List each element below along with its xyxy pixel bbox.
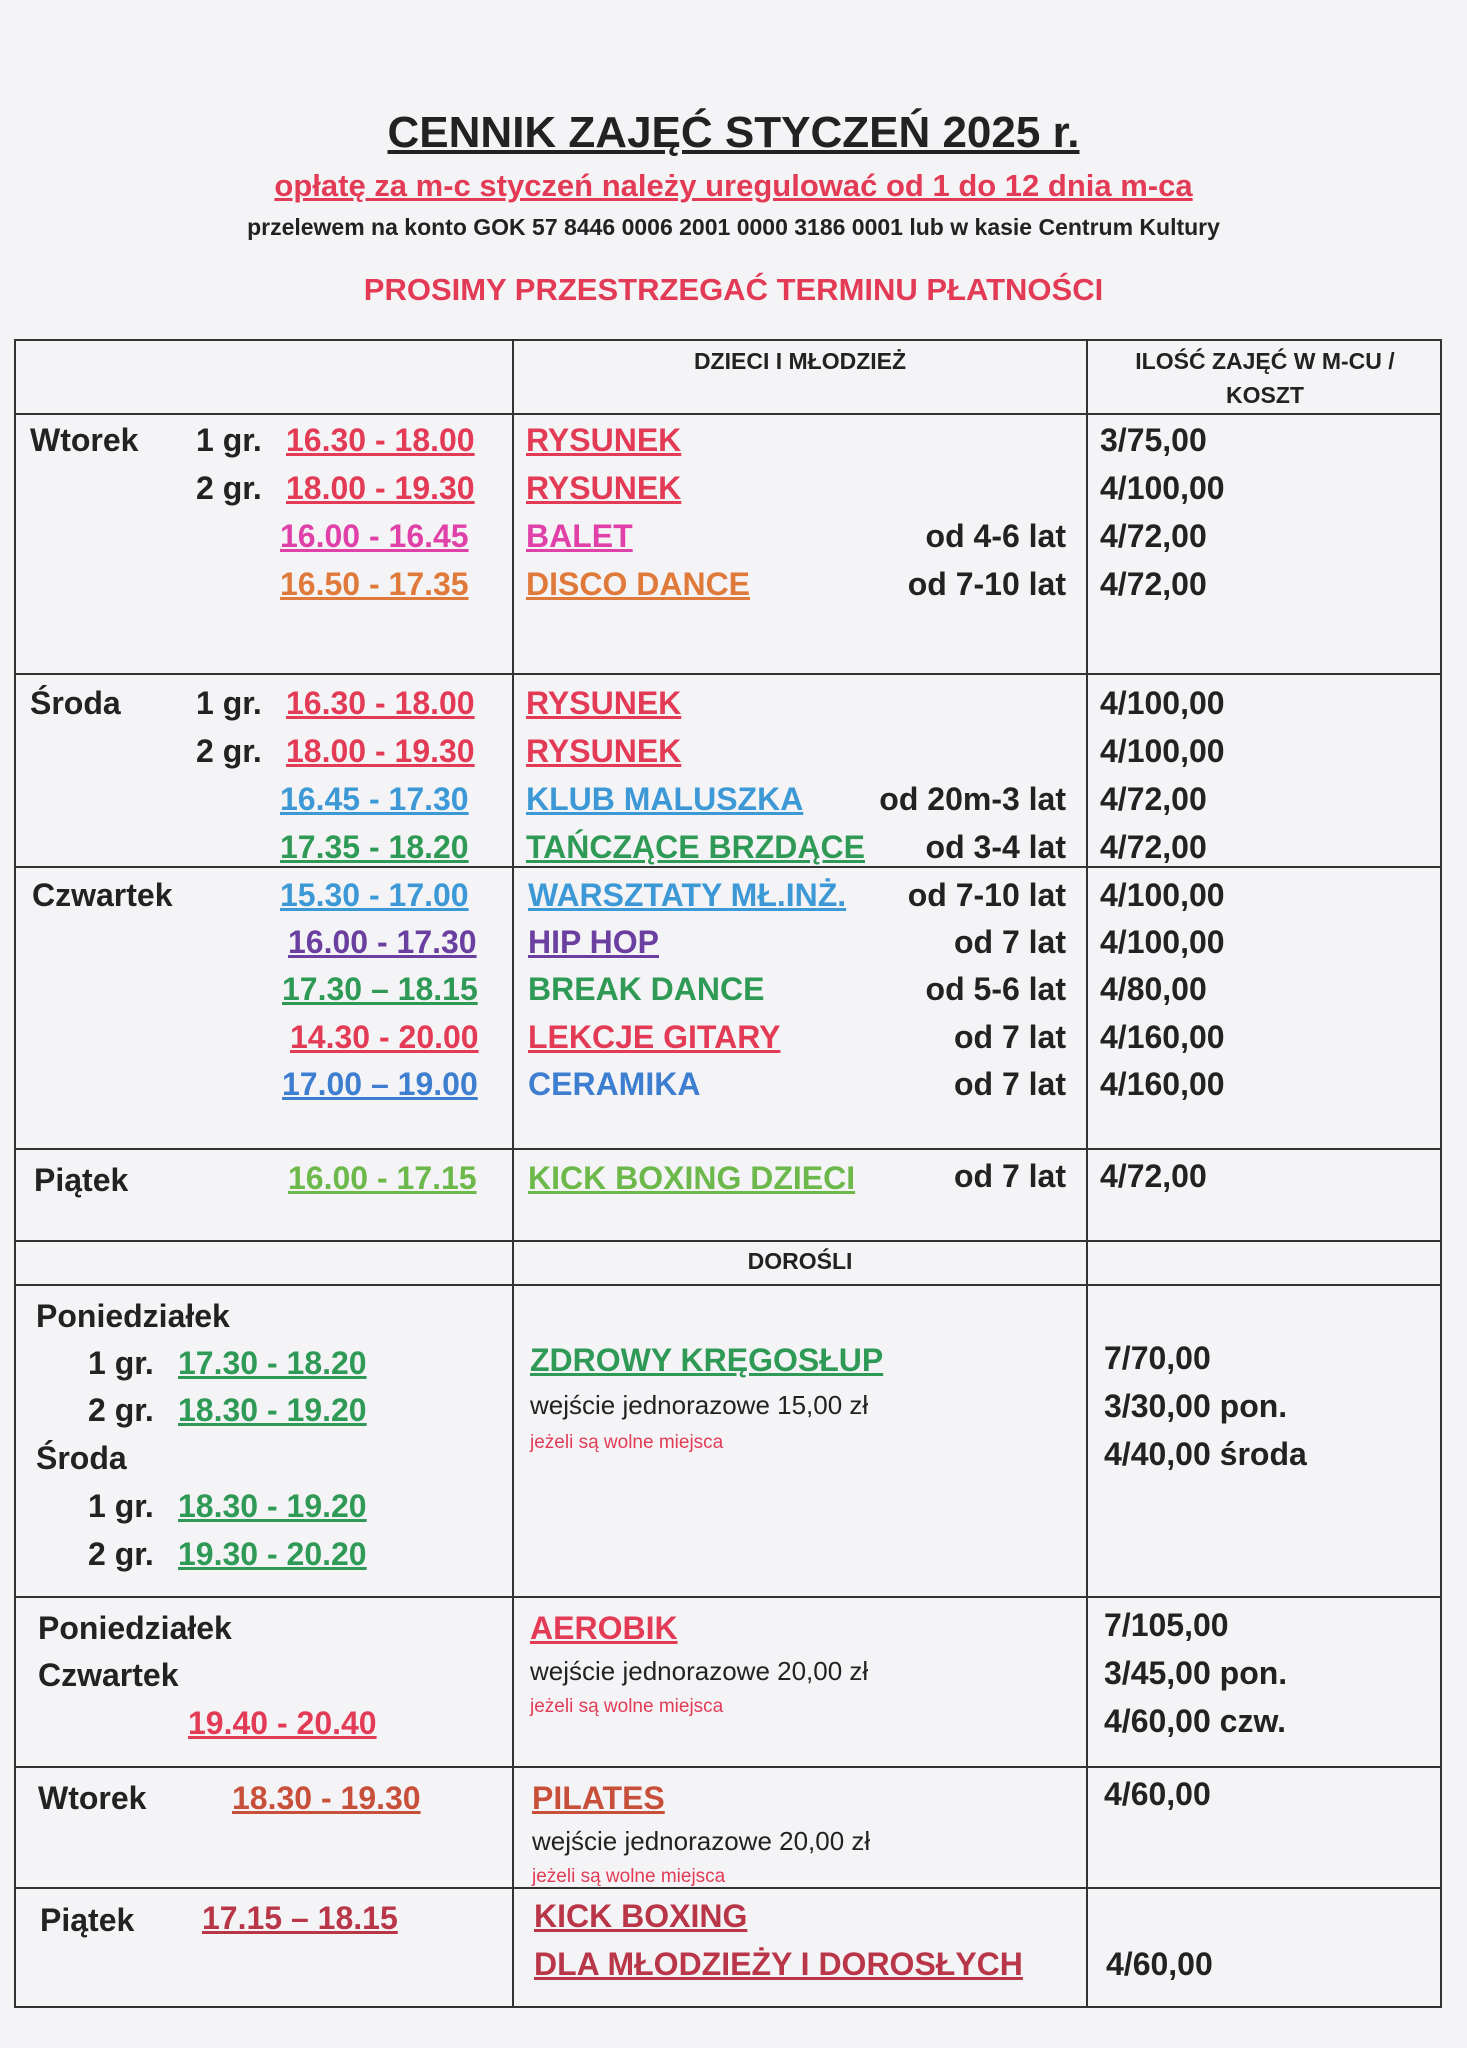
age-range: od 20m-3 lat: [879, 781, 1066, 817]
price: 4/40,00 środa: [1104, 1436, 1307, 1472]
age-range: od 7-10 lat: [907, 566, 1066, 602]
age-range: od 7-10 lat: [907, 877, 1066, 913]
day-label: Czwartek: [32, 877, 173, 913]
availability-note: jeżeli są wolne miejsca: [532, 1866, 726, 1887]
group-label: 2 gr.: [196, 470, 262, 506]
activity-name: HIP HOP: [528, 924, 659, 960]
day-label: Środa: [36, 1440, 127, 1476]
group-label: 1 gr.: [88, 1488, 154, 1524]
price: 4/160,00: [1100, 1019, 1225, 1055]
time-range: 17.35 - 18.20: [280, 829, 469, 865]
activity-name: BALET: [526, 518, 633, 554]
age-range: od 5-6 lat: [925, 971, 1066, 1007]
price: 4/72,00: [1100, 518, 1207, 554]
activity-name-line2: DLA MŁODZIEŻY I DOROSŁYCH: [534, 1946, 1023, 1982]
time-range: 18.00 - 19.30: [286, 470, 475, 506]
time-range: 15.30 - 17.00: [280, 877, 469, 913]
time-range: 18.30 - 19.20: [178, 1488, 367, 1524]
price: 4/60,00: [1106, 1946, 1213, 1982]
activity-name: TAŃCZĄCE BRZDĄCE: [526, 829, 865, 865]
price: 7/70,00: [1104, 1340, 1211, 1376]
age-range: od 7 lat: [953, 1019, 1066, 1055]
activity-name: DISCO DANCE: [526, 566, 751, 602]
activity-name: RYSUNEK: [526, 470, 682, 506]
day-label: Poniedziałek: [36, 1298, 230, 1334]
group-label: 1 gr.: [196, 422, 262, 458]
group-label: 2 gr.: [196, 733, 262, 769]
price: 4/72,00: [1100, 829, 1207, 865]
payment-deadline: opłatę za m-c styczeń należy uregulować od 1 do 12 dnia m-ca: [274, 168, 1193, 203]
payment-notice: PROSIMY PRZESTRZEGAĆ TERMINU PŁATNOŚCI: [363, 272, 1104, 307]
day-label: Poniedziałek: [38, 1610, 232, 1646]
group-label: 1 gr.: [88, 1345, 154, 1381]
time-range: 17.15 – 18.15: [202, 1900, 398, 1936]
price: 4/100,00: [1100, 470, 1225, 506]
time-range: 16.30 - 18.00: [286, 685, 475, 721]
activity-name: RYSUNEK: [526, 733, 682, 769]
time-range: 19.30 - 20.20: [178, 1536, 367, 1572]
day-label: Środa: [30, 685, 121, 721]
page-title: CENNIK ZAJĘĆ STYCZEŃ 2025 r.: [387, 108, 1080, 157]
time-range: 16.50 - 17.35: [280, 566, 469, 602]
time-range: 17.00 – 19.00: [282, 1066, 478, 1102]
price: 4/72,00: [1100, 566, 1207, 602]
day-label: Piątek: [40, 1902, 135, 1938]
time-range: 16.45 - 17.30: [280, 781, 469, 817]
time-range: 16.00 - 17.30: [288, 924, 477, 960]
time-range: 14.30 - 20.00: [290, 1019, 479, 1055]
activity-name: WARSZTATY MŁ.INŻ.: [528, 877, 847, 913]
age-range: od 7 lat: [953, 1066, 1066, 1102]
group-label: 2 gr.: [88, 1392, 154, 1428]
availability-note: jeżeli są wolne miejsca: [530, 1696, 724, 1717]
time-range: 18.30 - 19.30: [232, 1780, 421, 1816]
column-header-price: ILOŚĆ ZAJĘĆ W M-CU / KOSZT: [1135, 348, 1395, 408]
price: 4/100,00: [1100, 685, 1225, 721]
single-entry-price: wejście jednorazowe 15,00 zł: [530, 1390, 869, 1420]
activity-name: KICK BOXING DZIECI: [528, 1160, 856, 1196]
activity-name: ZDROWY KRĘGOSŁUP: [530, 1342, 884, 1378]
price: 3/30,00 pon.: [1104, 1388, 1288, 1424]
price: 4/160,00: [1100, 1066, 1225, 1102]
activity-name: KLUB MALUSZKA: [526, 781, 804, 817]
price: 4/80,00: [1100, 971, 1207, 1007]
activity-name: KICK BOXING: [534, 1898, 748, 1934]
time-range: 18.30 - 19.20: [178, 1392, 367, 1428]
age-range: od 3-4 lat: [925, 829, 1066, 865]
section-header-adults: DOROŚLI: [747, 1248, 853, 1274]
price: 4/100,00: [1100, 733, 1225, 769]
time-range: 16.30 - 18.00: [286, 422, 475, 458]
group-label: 2 gr.: [88, 1536, 154, 1572]
time-range: 17.30 - 18.20: [178, 1345, 367, 1381]
time-range: 19.40 - 20.40: [188, 1705, 377, 1741]
day-label: Wtorek: [30, 422, 139, 458]
activity-name: CERAMIKA: [528, 1066, 701, 1102]
single-entry-price: wejście jednorazowe 20,00 zł: [532, 1826, 871, 1856]
time-range: 18.00 - 19.30: [286, 733, 475, 769]
day-label: Czwartek: [38, 1657, 179, 1693]
time-range: 16.00 - 16.45: [280, 518, 469, 554]
age-range: od 7 lat: [953, 1158, 1066, 1194]
activity-name: BREAK DANCE: [528, 971, 765, 1007]
activity-name: RYSUNEK: [526, 422, 682, 458]
price: 4/60,00 czw.: [1104, 1703, 1287, 1739]
price: 7/105,00: [1104, 1607, 1229, 1643]
availability-note: jeżeli są wolne miejsca: [530, 1432, 724, 1453]
price: 4/60,00: [1104, 1776, 1211, 1812]
price: 4/100,00: [1100, 924, 1225, 960]
price: 3/45,00 pon.: [1104, 1655, 1288, 1691]
day-label: Piątek: [34, 1162, 129, 1198]
time-range: 16.00 - 17.15: [288, 1160, 477, 1196]
group-label: 1 gr.: [196, 685, 262, 721]
activity-name: AEROBIK: [530, 1610, 678, 1646]
bank-account-info: przelewem na konto GOK 57 8446 0006 2001 0000 3186 0001 lub w kasie Centrum Kultury: [247, 214, 1220, 240]
activity-name: LEKCJE GITARY: [528, 1019, 781, 1055]
age-range: od 4-6 lat: [925, 518, 1066, 554]
single-entry-price: wejście jednorazowe 20,00 zł: [530, 1656, 869, 1686]
price: 4/72,00: [1100, 781, 1207, 817]
price: 4/100,00: [1100, 877, 1225, 913]
price: 4/72,00: [1100, 1158, 1207, 1194]
day-label: Wtorek: [38, 1780, 147, 1816]
time-range: 17.30 – 18.15: [282, 971, 478, 1007]
age-range: od 7 lat: [953, 924, 1066, 960]
column-header-children: DZIECI I MŁODZIEŻ: [693, 348, 907, 374]
activity-name: PILATES: [532, 1780, 665, 1816]
activity-name: RYSUNEK: [526, 685, 682, 721]
price: 3/75,00: [1100, 422, 1207, 458]
